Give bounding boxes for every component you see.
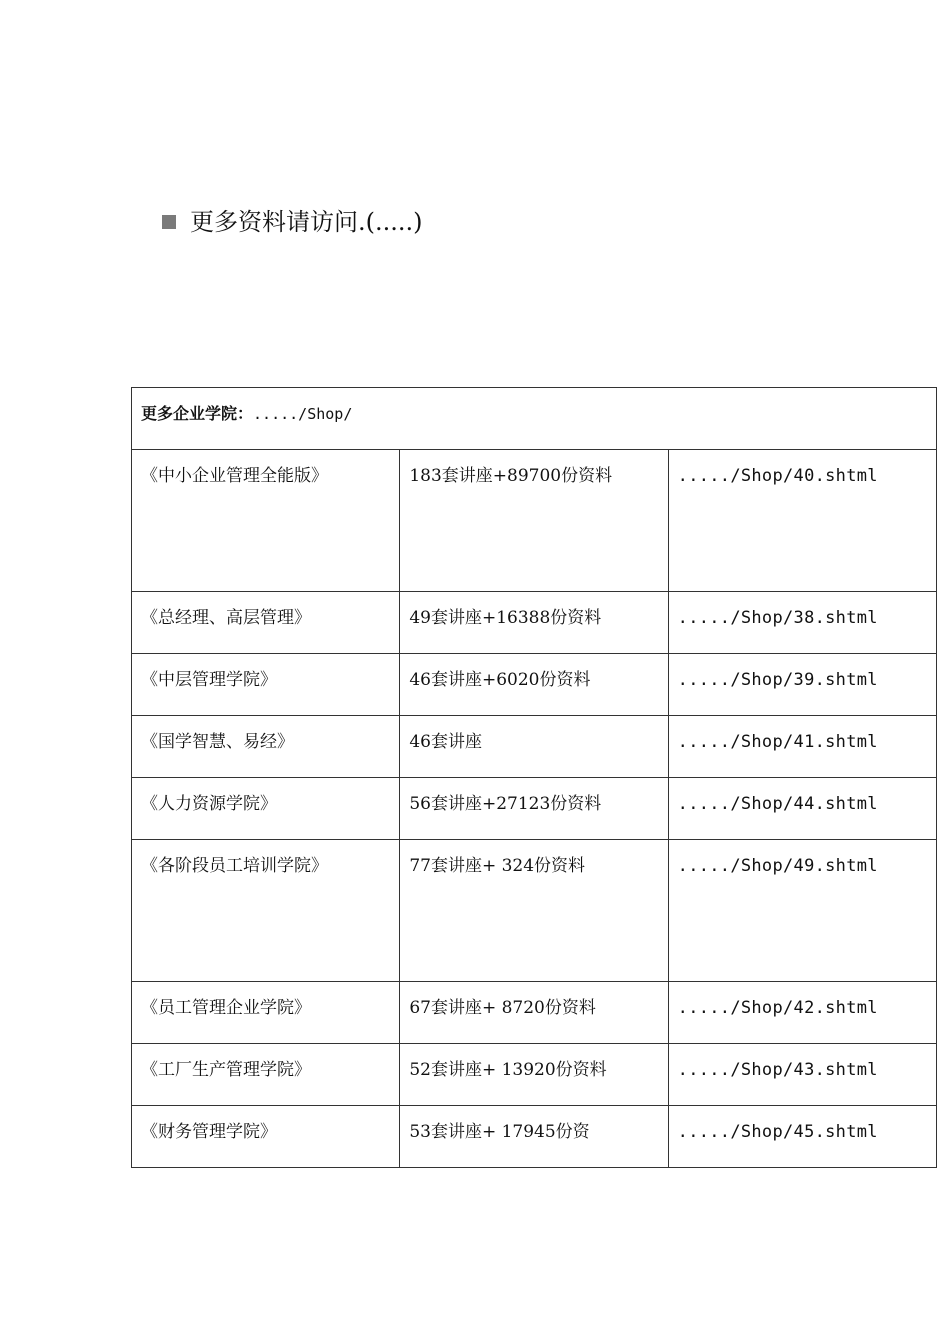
- course-stats-cell: 46套讲座+6020份资料: [400, 654, 668, 716]
- course-table: [131, 387, 937, 1168]
- course-name-cell: 《中层管理学院》: [132, 654, 400, 716]
- course-name-cell: [132, 450, 400, 592]
- course-url-link[interactable]: ...../Shop/45.shtml: [668, 1106, 936, 1168]
- course-stats-cell: 49套讲座+16388份资料: [400, 592, 668, 654]
- course-url-link[interactable]: ...../Shop/43.shtml: [668, 1044, 936, 1106]
- course-url-link[interactable]: ...../Shop/40.shtml: [668, 450, 936, 592]
- course-stats-cell: 67套讲座+ 8720份资料: [400, 982, 668, 1044]
- table-row: [132, 716, 937, 778]
- course-name: 《各阶段员工培训学院》: [141, 856, 328, 876]
- course-stats-cell: 183套讲座+89700份资料: [400, 450, 668, 592]
- course-stats-cell: 56套讲座+27123份资料: [400, 778, 668, 840]
- bullet-line: [162, 204, 423, 240]
- course-url-link[interactable]: ...../Shop/49.shtml: [668, 840, 936, 982]
- table-row: [132, 450, 937, 592]
- course-stats-cell: 77套讲座+ 324份资料: [400, 840, 668, 982]
- table-row: [132, 840, 937, 982]
- table-row: [132, 1044, 937, 1106]
- table-row: [132, 982, 937, 1044]
- course-name-cell: 《国学智慧、易经》: [132, 716, 400, 778]
- course-url-link[interactable]: ...../Shop/39.shtml: [668, 654, 936, 716]
- header-url-link[interactable]: ...../Shop/: [253, 405, 353, 423]
- course-name-cell: 《员工管理企业学院》: [132, 982, 400, 1044]
- course-url-link[interactable]: ...../Shop/38.shtml: [668, 592, 936, 654]
- course-url-link[interactable]: ...../Shop/41.shtml: [668, 716, 936, 778]
- course-stats-cell: 46套讲座: [400, 716, 668, 778]
- table-row: [132, 592, 937, 654]
- course-name-cell: 《工厂生产管理学院》: [132, 1044, 400, 1106]
- course-url-link[interactable]: ...../Shop/44.shtml: [668, 778, 936, 840]
- course-name-cell: 《财务管理学院》: [132, 1106, 400, 1168]
- header-label: 更多企业学院：: [141, 404, 254, 423]
- course-name: 《中小企业管理全能版》: [141, 466, 328, 486]
- table-row: [132, 654, 937, 716]
- course-url-link[interactable]: ...../Shop/42.shtml: [668, 982, 936, 1044]
- course-stats-cell: 52套讲座+ 13920份资料: [400, 1044, 668, 1106]
- more-info-text: 更多资料请访问.(.....): [190, 208, 423, 236]
- course-name-cell: 《总经理、高层管理》: [132, 592, 400, 654]
- table-row: [132, 1106, 937, 1168]
- course-name-cell: [132, 840, 400, 982]
- course-stats-cell: 53套讲座+ 17945份资: [400, 1106, 668, 1168]
- square-bullet-icon: [162, 215, 176, 229]
- course-name-cell: 《人力资源学院》: [132, 778, 400, 840]
